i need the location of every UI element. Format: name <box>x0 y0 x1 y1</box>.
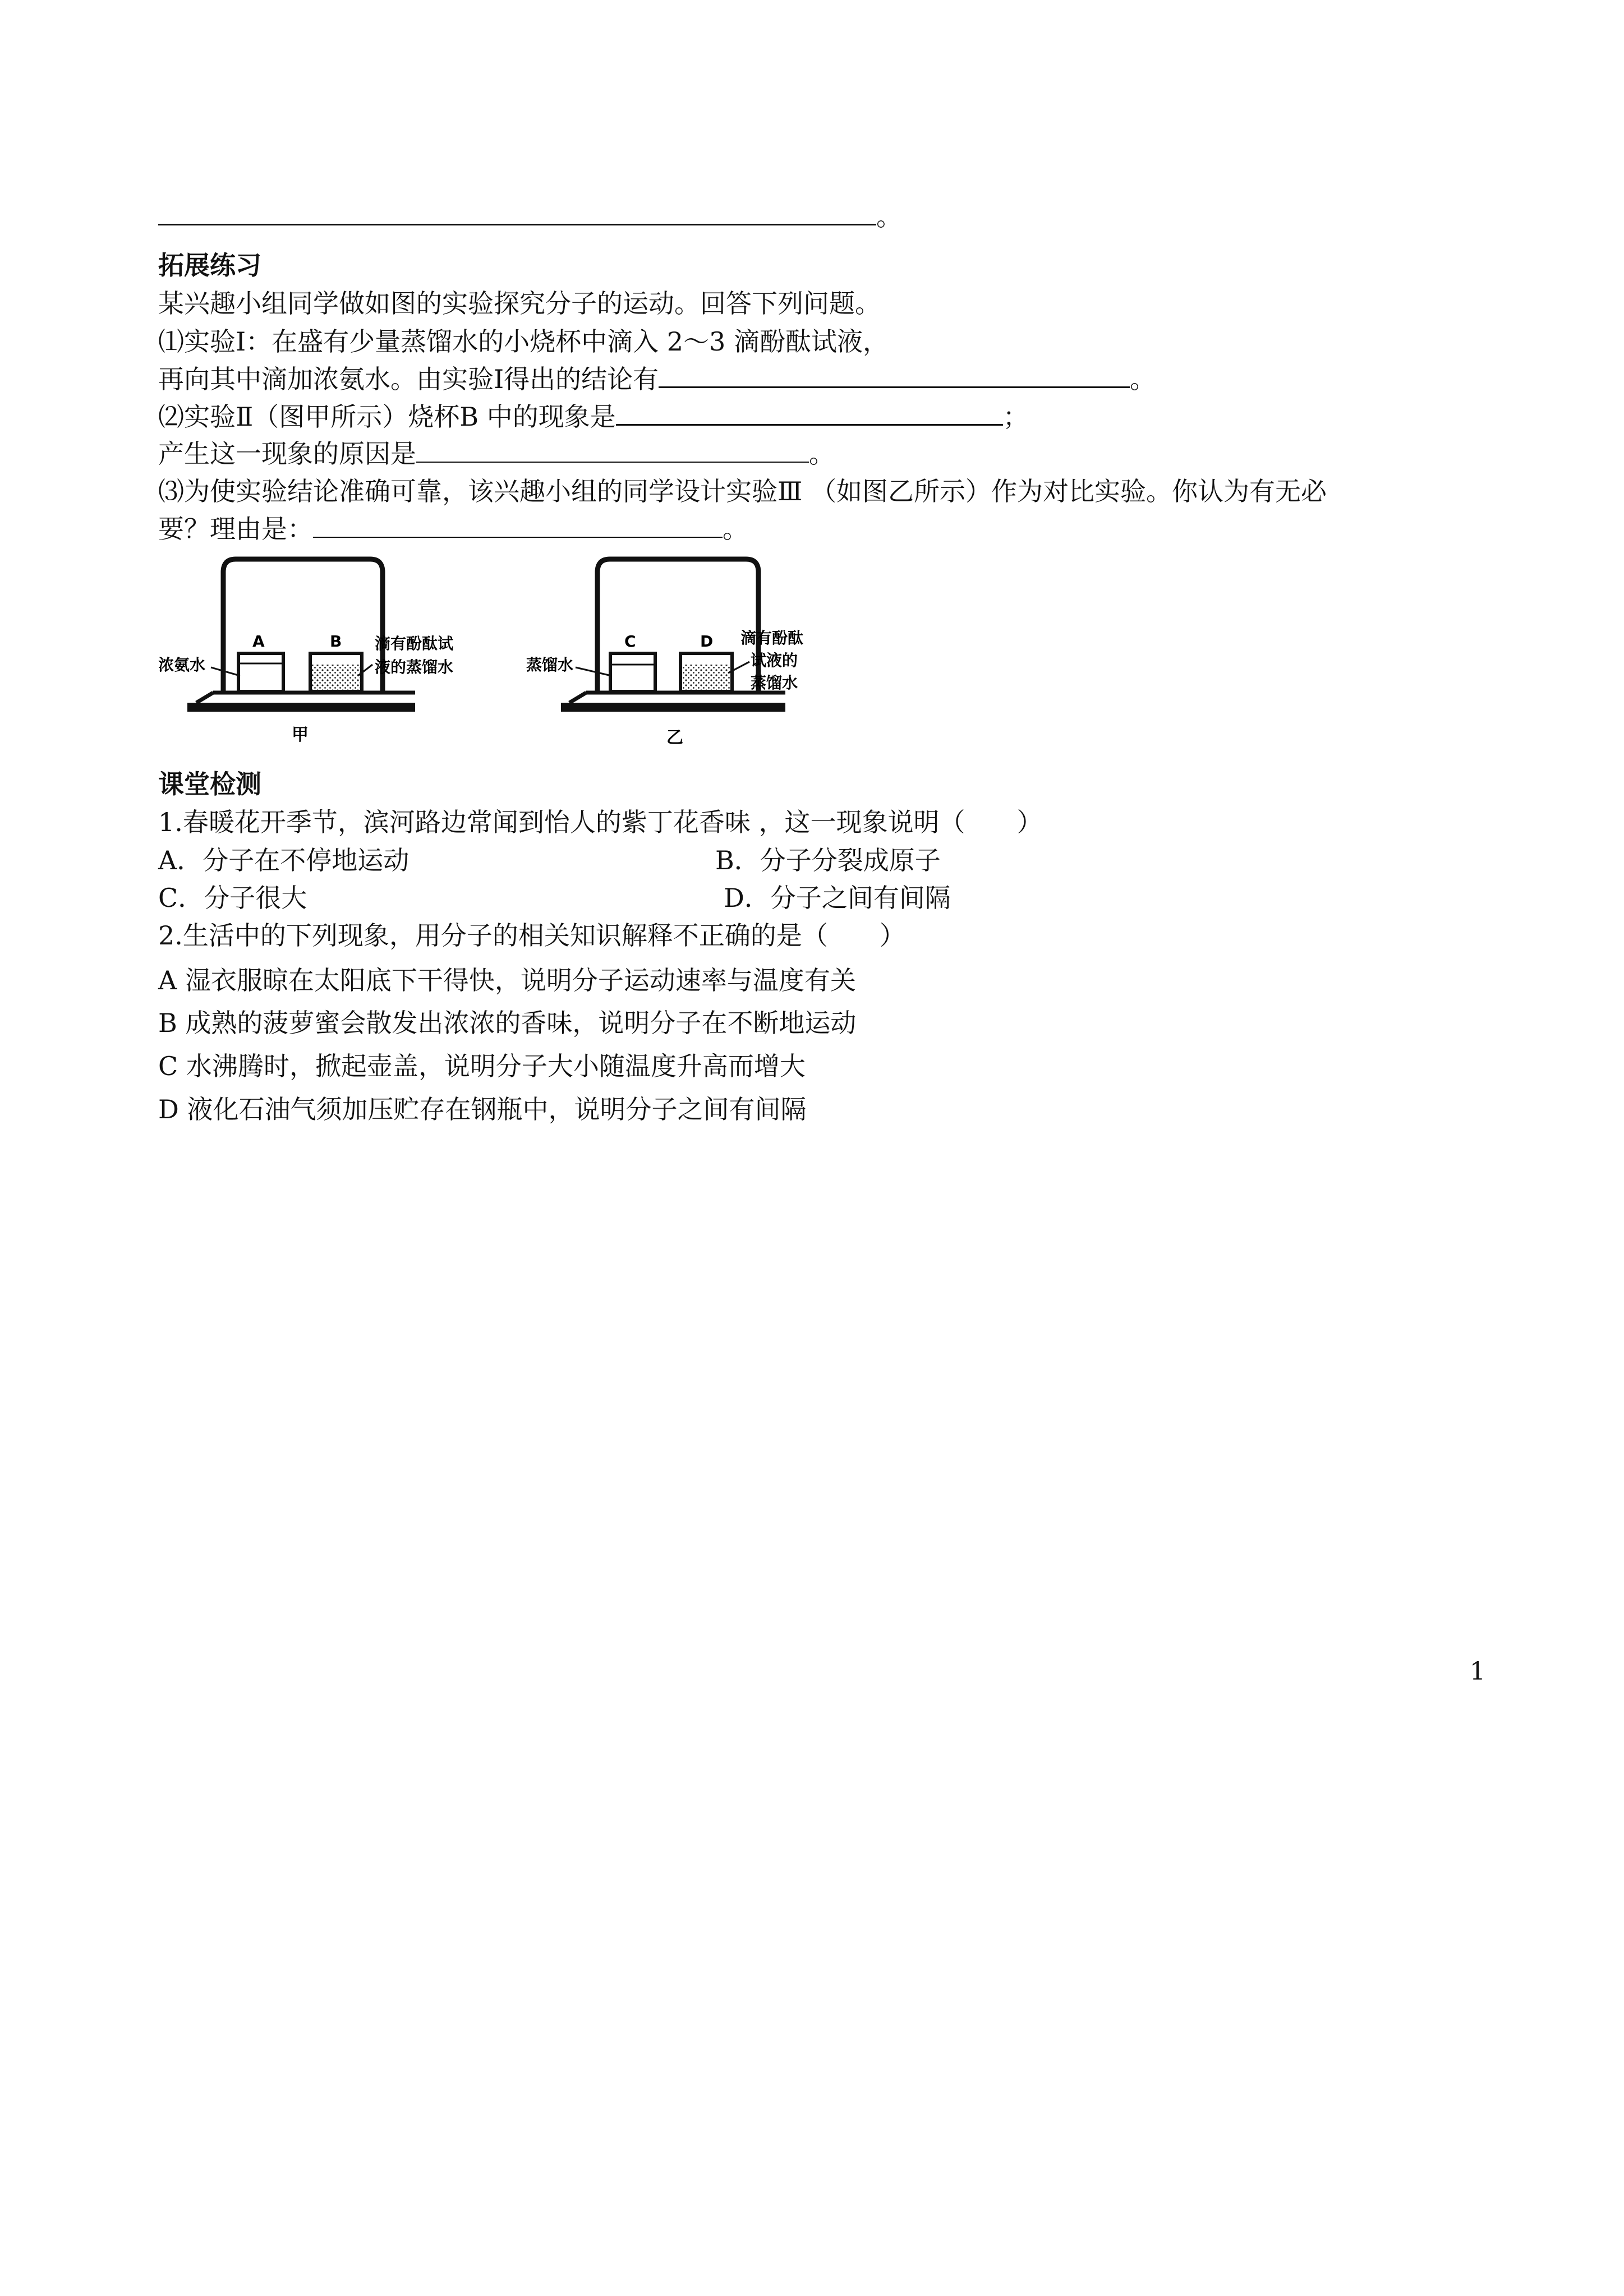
label-a: A <box>252 632 265 651</box>
section-heading-check: 课堂检测 <box>158 769 261 799</box>
label-phenol-2: 液的蒸馏水 <box>375 658 454 676</box>
question-2-reason-text: 产生这一现象的原因是 <box>158 439 416 469</box>
option-2b: B 成熟的菠萝蜜会散发出浓浓的香味，说明分子在不断地运动 <box>158 1008 857 1038</box>
label-d: D <box>700 632 714 651</box>
option-2a: A 湿衣服晾在太阳底下干得快，说明分子运动速率与温度有关 <box>158 965 856 995</box>
section-heading-extension: 拓展练习 <box>158 250 261 280</box>
label-phenol-1: 滴有酚酞试 <box>375 634 454 653</box>
option-1c: C．分子很大 <box>158 883 307 913</box>
page-number: 1 <box>1470 1657 1485 1686</box>
extension-intro: 某兴趣小组同学做如图的实验探究分子的运动。回答下列问题。 <box>158 288 881 319</box>
beaker-a <box>238 653 283 691</box>
check-question-1: 1.春暖花开季节，滨河路边常闻到怡人的紫丁花香味 ，这一现象说明（ ） <box>158 807 1043 837</box>
question-1-line-2 <box>158 362 1156 397</box>
label-water: 蒸馏水 <box>526 656 574 674</box>
question-2-line-2 <box>158 436 835 471</box>
option-2c: C 水沸腾时，掀起壶盖，说明分子大小随温度升高而增大 <box>158 1051 806 1081</box>
question-3-text: 要？理由是： <box>158 514 313 544</box>
question-1-text: 再向其中滴加浓氨水。由实验Ⅰ得出的结论有 <box>158 364 659 394</box>
question-3-line-2 <box>158 511 748 546</box>
answer-blank <box>313 512 723 538</box>
figure-jia <box>158 559 453 745</box>
beaker-c <box>610 653 655 691</box>
pointer-c <box>576 667 611 676</box>
experiment-figure <box>158 552 813 760</box>
figure-yi <box>526 559 803 748</box>
answer-blank <box>158 199 876 225</box>
liquid-b <box>312 665 360 690</box>
label-c: C <box>624 632 636 651</box>
label-ammonia: 浓氨水 <box>158 656 206 674</box>
option-1b: B．分子分裂成原子 <box>715 845 941 875</box>
line-end-punct: ； <box>1002 402 1029 432</box>
line-end-punct: 。 <box>1130 364 1156 394</box>
question-1-line-1: ⑴实验Ⅰ：在盛有少量蒸馏水的小烧杯中滴入 2～3 滴酚酞试液， <box>158 326 889 357</box>
check-question-2: 2.生活中的下列现象，用分子的相关知识解释不正确的是（ ） <box>158 920 905 951</box>
question-2-line-1 <box>158 399 1029 434</box>
liquid-d <box>682 665 730 690</box>
answer-blank <box>659 362 1130 388</box>
line-end-punct: 。 <box>876 201 902 232</box>
question-3-line-1: ⑶为使实验结论准确可靠，该兴趣小组的同学设计实验Ⅲ （如图乙所示）作为对比实验。你认为有无必 <box>158 476 1327 506</box>
label-phenol-2: 试液的 <box>751 651 798 670</box>
table-base <box>561 703 785 712</box>
label-b: B <box>330 632 342 651</box>
caption-yi: 乙 <box>666 728 683 748</box>
line-end-punct: 。 <box>809 439 835 469</box>
option-1d: D．分子之间有间隔 <box>724 883 951 913</box>
table-hatch <box>196 693 415 703</box>
option-1a: A．分子在不停地运动 <box>158 845 410 875</box>
label-phenol-3: 蒸馏水 <box>751 674 798 692</box>
label-phenol-1: 滴有酚酞 <box>740 629 804 647</box>
answer-line-continued <box>158 199 902 234</box>
caption-jia: 甲 <box>292 725 309 745</box>
question-2-text: ⑵实验Ⅱ（图甲所示）烧杯B 中的现象是 <box>158 402 616 432</box>
answer-blank <box>416 437 809 463</box>
table-base <box>187 703 415 712</box>
bell-jar <box>597 559 758 693</box>
option-2d: D 液化石油气须加压贮存在钢瓶中，说明分子之间有间隔 <box>158 1094 807 1124</box>
answer-blank <box>616 399 1003 426</box>
line-end-punct: 。 <box>723 514 748 544</box>
table-hatch <box>569 693 785 703</box>
